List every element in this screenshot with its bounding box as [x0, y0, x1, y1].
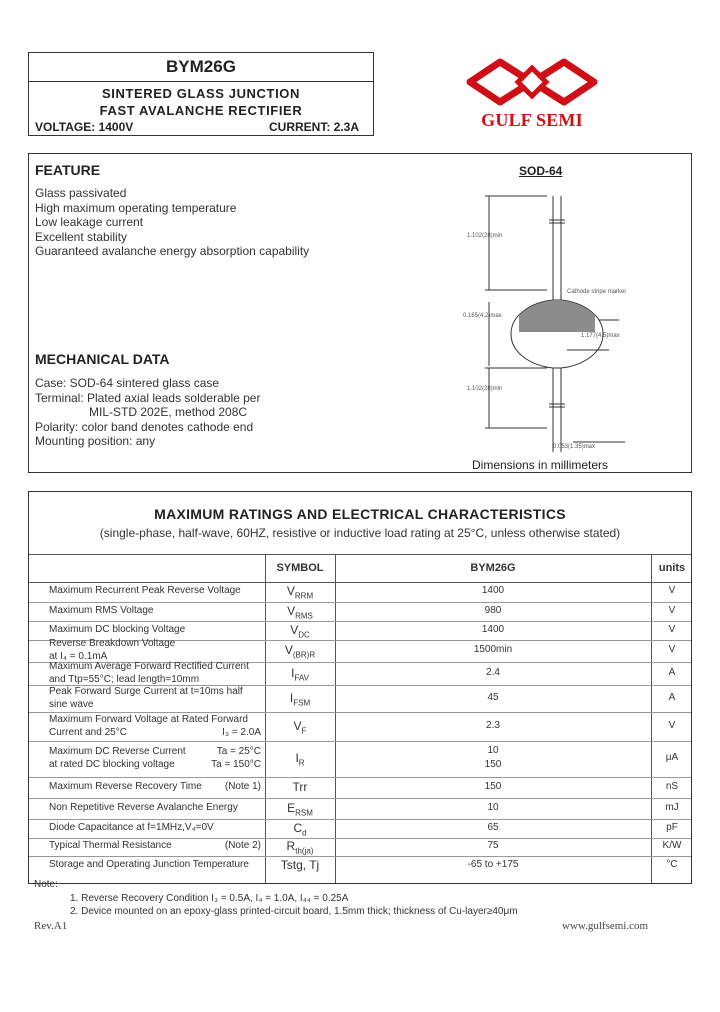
- note-2: 2. Device mounted on an epoxy-glass printed-circuit board, 1.5mm thick; thickness of Cu-layer≥40μm: [70, 906, 518, 917]
- value-cell: -65 to +175: [467, 859, 519, 870]
- value-cell: 45: [487, 691, 499, 703]
- part-description: [28, 82, 374, 136]
- symbol-subscript: RRM: [294, 591, 314, 601]
- feature-item: Low leakage current: [35, 215, 144, 229]
- parameter-label-line-2: Current and 25°C: [49, 726, 127, 738]
- mechanical-line: Mounting position: any: [35, 434, 156, 448]
- parameter-label: Storage and Operating Junction Temperature: [49, 859, 249, 870]
- ratings-table: [28, 491, 692, 884]
- value-cell: 980: [484, 604, 502, 616]
- symbol-main: I: [291, 665, 295, 680]
- symbol-subscript: DC: [298, 629, 310, 639]
- parameter-label: Maximum DC Reverse Current: [49, 746, 186, 757]
- symbol-main: Tstg, Tj: [280, 858, 320, 872]
- unit-cell: V: [668, 719, 676, 731]
- value-cell: 1500min: [473, 644, 513, 655]
- unit-cell: V: [668, 585, 676, 596]
- gulf-semi-logo: [462, 54, 602, 138]
- value-cell: 10: [487, 745, 499, 756]
- symbol-main: V: [290, 622, 299, 637]
- parameter-label: Maximum Recurrent Peak Reverse Voltage: [49, 585, 241, 596]
- symbol-cell: [265, 643, 335, 659]
- unit-cell: A: [668, 666, 676, 678]
- parameter-label: Diode Capacitance at f=1MHz,V₄=0V: [49, 821, 214, 833]
- condition-label: I₃ = 2.0A: [222, 726, 261, 738]
- symbol-main: V: [284, 643, 293, 657]
- dim-body-length: 1.177(4.5)max: [581, 333, 620, 339]
- parameter-label: Maximum DC blocking Voltage: [49, 623, 186, 635]
- condition-label: Ta = 150°C: [211, 759, 261, 770]
- unit-cell: μA: [665, 752, 679, 763]
- mechanical-title: MECHANICAL DATA: [35, 351, 170, 367]
- symbol-subscript: R: [298, 758, 305, 768]
- revision: Rev.A1: [34, 920, 68, 932]
- symbol-subscript: F: [301, 725, 307, 735]
- parameter-label: Typical Thermal Resistance: [49, 840, 172, 851]
- symbol-cell: [265, 801, 335, 817]
- symbol-subscript: RMS: [295, 610, 313, 620]
- mechanical-line: Polarity: color band denotes cathode end: [35, 420, 254, 434]
- symbol-cell: [265, 751, 335, 767]
- voltage-rating: VOLTAGE: 1400V: [35, 120, 134, 134]
- symbol-main: V: [286, 584, 295, 598]
- note-1: 1. Reverse Recovery Condition I₃ = 0.5A, I₄ = 1.0A, I₄₄ = 0.25A: [70, 893, 349, 904]
- parameter-label: Peak Forward Surge Current at t=10ms half: [49, 685, 243, 697]
- value-cell: 1400: [481, 623, 505, 635]
- cathode-band-icon: [519, 300, 595, 332]
- parameter-label: Non Repetitive Reverse Avalanche Energy: [49, 801, 238, 813]
- unit-cell: A: [668, 691, 676, 703]
- feature-item: Glass passivated: [35, 186, 127, 200]
- symbol-main: I: [289, 690, 294, 705]
- symbol-cell: [265, 666, 335, 682]
- parameter-label-line-2: and Ttp=55°C; lead length=10mm: [49, 673, 200, 685]
- symbol-cell: [265, 691, 335, 707]
- logo-emblem-icon: [462, 54, 602, 110]
- parameter-label-line-2: at I₄ = 0.1mA: [49, 651, 108, 662]
- column-header-symbol: SYMBOL: [276, 562, 324, 574]
- package-name: SOD-64: [519, 164, 563, 178]
- column-header-part: BYM26G: [470, 562, 516, 574]
- parameter-label-line-2: sine wave: [49, 698, 94, 710]
- condition-label: (Note 1): [224, 780, 261, 792]
- mechanical-line: Case: SOD-64 sintered glass case: [35, 376, 220, 390]
- symbol-cell: [265, 719, 335, 735]
- value-cell: 2.3: [486, 719, 500, 731]
- value-cell: 65: [487, 821, 499, 833]
- symbol-subscript: FAV: [294, 672, 309, 682]
- dim-body-diameter: 0.165(4.2)max: [463, 313, 502, 319]
- part-number: BYM26G: [28, 52, 374, 82]
- symbol-subscript: d: [302, 827, 307, 837]
- description-line-2: FAST AVALANCHE RECTIFIER: [99, 103, 303, 118]
- symbol-cell: [265, 623, 335, 639]
- symbol-main: Trr: [292, 779, 308, 794]
- column-header-units: units: [658, 562, 686, 574]
- symbol-cell: [265, 604, 335, 620]
- dim-lead-length-top: 1.102(28)min: [467, 233, 503, 239]
- symbol-main: V: [287, 603, 296, 618]
- unit-cell: V: [668, 644, 676, 655]
- unit-cell: mJ: [665, 801, 679, 813]
- value-cell: 2.4: [486, 666, 500, 678]
- feature-title: FEATURE: [35, 162, 101, 178]
- value-cell: 150: [484, 759, 502, 770]
- condition-label: (Note 2): [224, 840, 261, 851]
- symbol-main: V: [293, 718, 302, 733]
- parameter-label: Maximum Forward Voltage at Rated Forward: [49, 713, 248, 725]
- ratings-title: MAXIMUM RATINGS AND ELECTRICAL CHARACTERISTICS: [154, 506, 566, 522]
- dim-lead-diameter: 0.053(1.35)max: [553, 444, 596, 450]
- dim-lead-length-bottom: 1.102(28)min: [467, 386, 503, 392]
- symbol-main: R: [286, 839, 296, 853]
- parameter-label: Maximum RMS Voltage: [49, 604, 154, 616]
- description-line-1: SINTERED GLASS JUNCTION: [102, 86, 300, 101]
- symbol-cell: [265, 839, 335, 855]
- value-cell: 75: [487, 840, 499, 851]
- parameter-label: Reverse Breakdown Voltage: [49, 638, 176, 649]
- symbol-subscript: FSM: [293, 697, 311, 707]
- parameter-label: Maximum Average Forward Rectified Current: [49, 660, 249, 672]
- symbol-main: E: [287, 800, 296, 815]
- symbol-main: C: [293, 820, 303, 835]
- symbol-cell: [265, 821, 335, 837]
- website: www.gulfsemi.com: [562, 920, 649, 932]
- feature-item: Guaranteed avalanche energy absorption capability: [35, 244, 310, 258]
- unit-cell: K/W: [662, 840, 682, 851]
- unit-cell: V: [668, 623, 676, 635]
- unit-cell: pF: [666, 821, 678, 833]
- current-rating: CURRENT: 2.3A: [268, 120, 359, 134]
- mechanical-line: MIL-STD 202E, method 208C: [89, 405, 248, 419]
- symbol-main: I: [295, 751, 299, 765]
- value-cell: 150: [484, 780, 502, 792]
- symbol-cell: [265, 858, 335, 872]
- condition-label: Ta = 25°C: [216, 746, 261, 757]
- feature-item: Excellent stability: [35, 230, 128, 244]
- value-cell: 1400: [481, 585, 505, 596]
- symbol-cell: [265, 780, 335, 794]
- symbol-subscript: th(ja): [295, 846, 314, 856]
- feature-section: [28, 153, 692, 473]
- dimension-note: Dimensions in millimeters: [472, 458, 609, 472]
- notes-label: Note:: [34, 879, 58, 890]
- unit-cell: nS: [665, 780, 679, 792]
- dim-cathode-band: Cathode stripe marker: [567, 289, 627, 295]
- feature-item: High maximum operating temperature: [35, 201, 237, 215]
- parameter-label-line-2: at rated DC blocking voltage: [49, 759, 175, 770]
- logo-text: GULF SEMI: [481, 110, 583, 130]
- ratings-subtitle: (single-phase, half-wave, 60HZ, resistive or inductive load rating at 25°C, unless otherwise stated): [99, 526, 621, 540]
- parameter-label: Maximum Reverse Recovery Time: [49, 780, 202, 792]
- unit-cell: V: [668, 604, 676, 616]
- symbol-subscript: (BR)R: [292, 650, 316, 660]
- unit-cell: °C: [666, 859, 678, 870]
- value-cell: 10: [487, 801, 499, 813]
- symbol-subscript: RSM: [295, 807, 313, 817]
- mechanical-line: Terminal: Plated axial leads solderable per: [35, 391, 261, 405]
- symbol-cell: [265, 584, 335, 600]
